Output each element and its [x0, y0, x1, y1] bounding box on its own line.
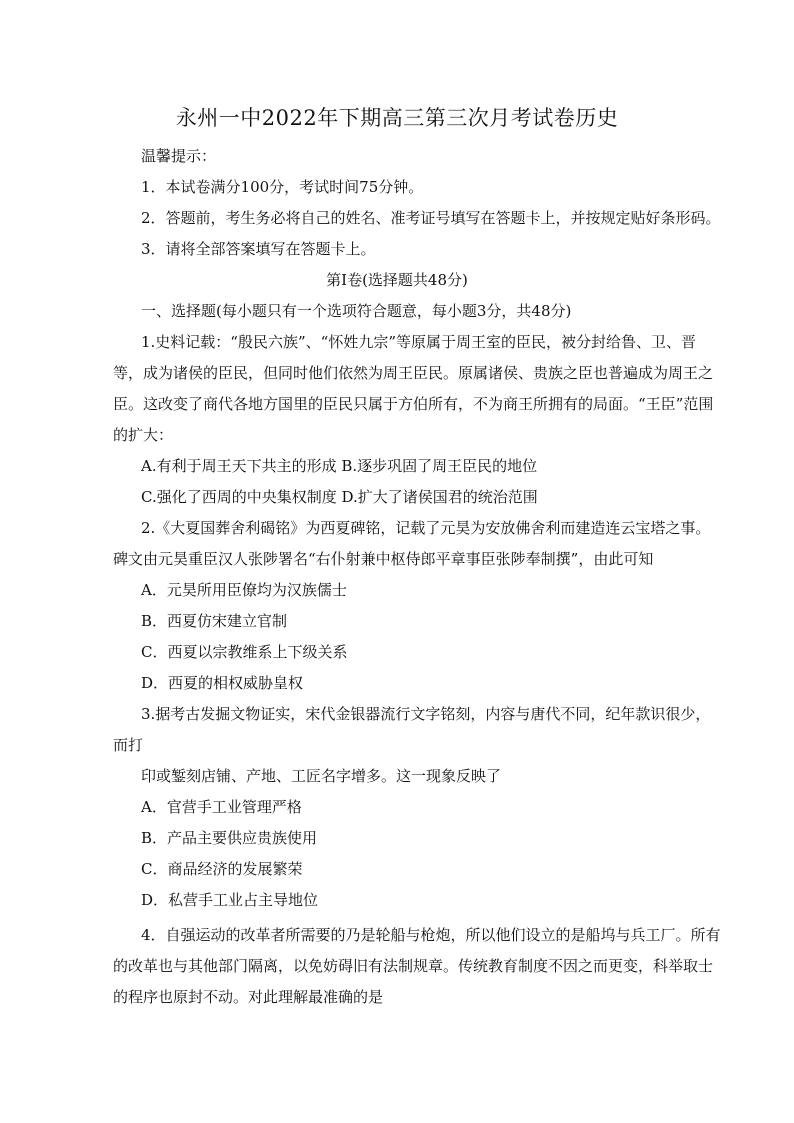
question-1-line: 臣。这改变了商代各地方国里的臣民只属于方伯所有，不为商王所拥有的局面。“王臣”范围 [113, 395, 714, 413]
question-3-option: D．私营手工业占主导地位 [141, 891, 319, 909]
notice-item: 2．答题前，考生务必将自己的姓名、准考证号填写在答题卡上，并按规定贴好条形码。 [141, 209, 721, 227]
question-3-option: A．官营手工业管理严格 [141, 798, 302, 816]
notice-heading: 温馨提示： [141, 147, 217, 165]
question-3-option: C．商品经济的发展繁荣 [141, 860, 303, 878]
section-title: 一、选择题(每小题只有一个选项符合题意，每小题3分，共48分) [141, 302, 572, 320]
question-2-option: B．西夏仿宋建立官制 [141, 612, 288, 630]
volume-title: 第Ⅰ卷(选择题共48分) [326, 271, 468, 289]
notice-item: 1．本试卷满分100分，考试时间75分钟。 [141, 178, 424, 196]
question-1-line: 等，成为诸侯的臣民，但同时他们依然为周王臣民。原属诸侯、贵族之臣也普遍成为周王之 [113, 364, 714, 382]
page-title: 永州一中2022年下期高三第三次月考试卷历史 [175, 106, 619, 130]
question-3-line: 印或錾刻店铺、产地、工匠名字增多。这一现象反映了 [141, 767, 502, 785]
question-3-option: B．产品主要供应贵族使用 [141, 829, 318, 847]
question-2-option: A．元昊所用臣僚均为汉族儒士 [141, 581, 347, 599]
question-1-option: A.有利于周王天下共主的形成 B.逐步巩固了周王臣民的地位 [141, 457, 538, 475]
question-1-line: 1.史料记载：“殷民六族”、“怀姓九宗”等原属于周王室的臣民，被分封给鲁、卫、晋 [141, 333, 696, 351]
question-2-line: 2.《大夏国葬舍利碣铭》为西夏碑铭，记载了元昊为安放佛舍利而建造连云宝塔之事。 [141, 519, 711, 537]
question-1-option: C.强化了西周的中央集权制度 D.扩大了诸侯国君的统治范围 [141, 488, 538, 506]
question-2-option: D．西夏的相权威胁皇权 [141, 674, 304, 692]
question-3-line: 而打 [113, 736, 144, 754]
question-4-line: 的改革也与其他部门隔离，以免妨碍旧有法制规章。传统教育制度不因之而更变，科举取士 [113, 957, 714, 975]
question-2-line: 碑文由元昊重臣汉人张陟署名“右仆射兼中枢侍郎平章事臣张陟奉制撰”，由此可知 [113, 550, 654, 568]
question-4-line: 的程序也原封不动。对此理解最准确的是 [113, 988, 384, 1006]
question-3-line: 3.据考古发掘文物证实，宋代金银器流行文字铭刻，内容与唐代不同，纪年款识很少， [141, 705, 711, 723]
question-4-line: 4．自强运动的改革者所需要的乃是轮船与枪炮，所以他们设立的是船坞与兵工厂。所有 [141, 926, 721, 944]
question-1-line: 的扩大： [113, 426, 174, 444]
notice-item: 3．请将全部答案填写在答题卡上。 [141, 240, 376, 258]
question-2-option: C．西夏以宗教维系上下级关系 [141, 643, 348, 661]
